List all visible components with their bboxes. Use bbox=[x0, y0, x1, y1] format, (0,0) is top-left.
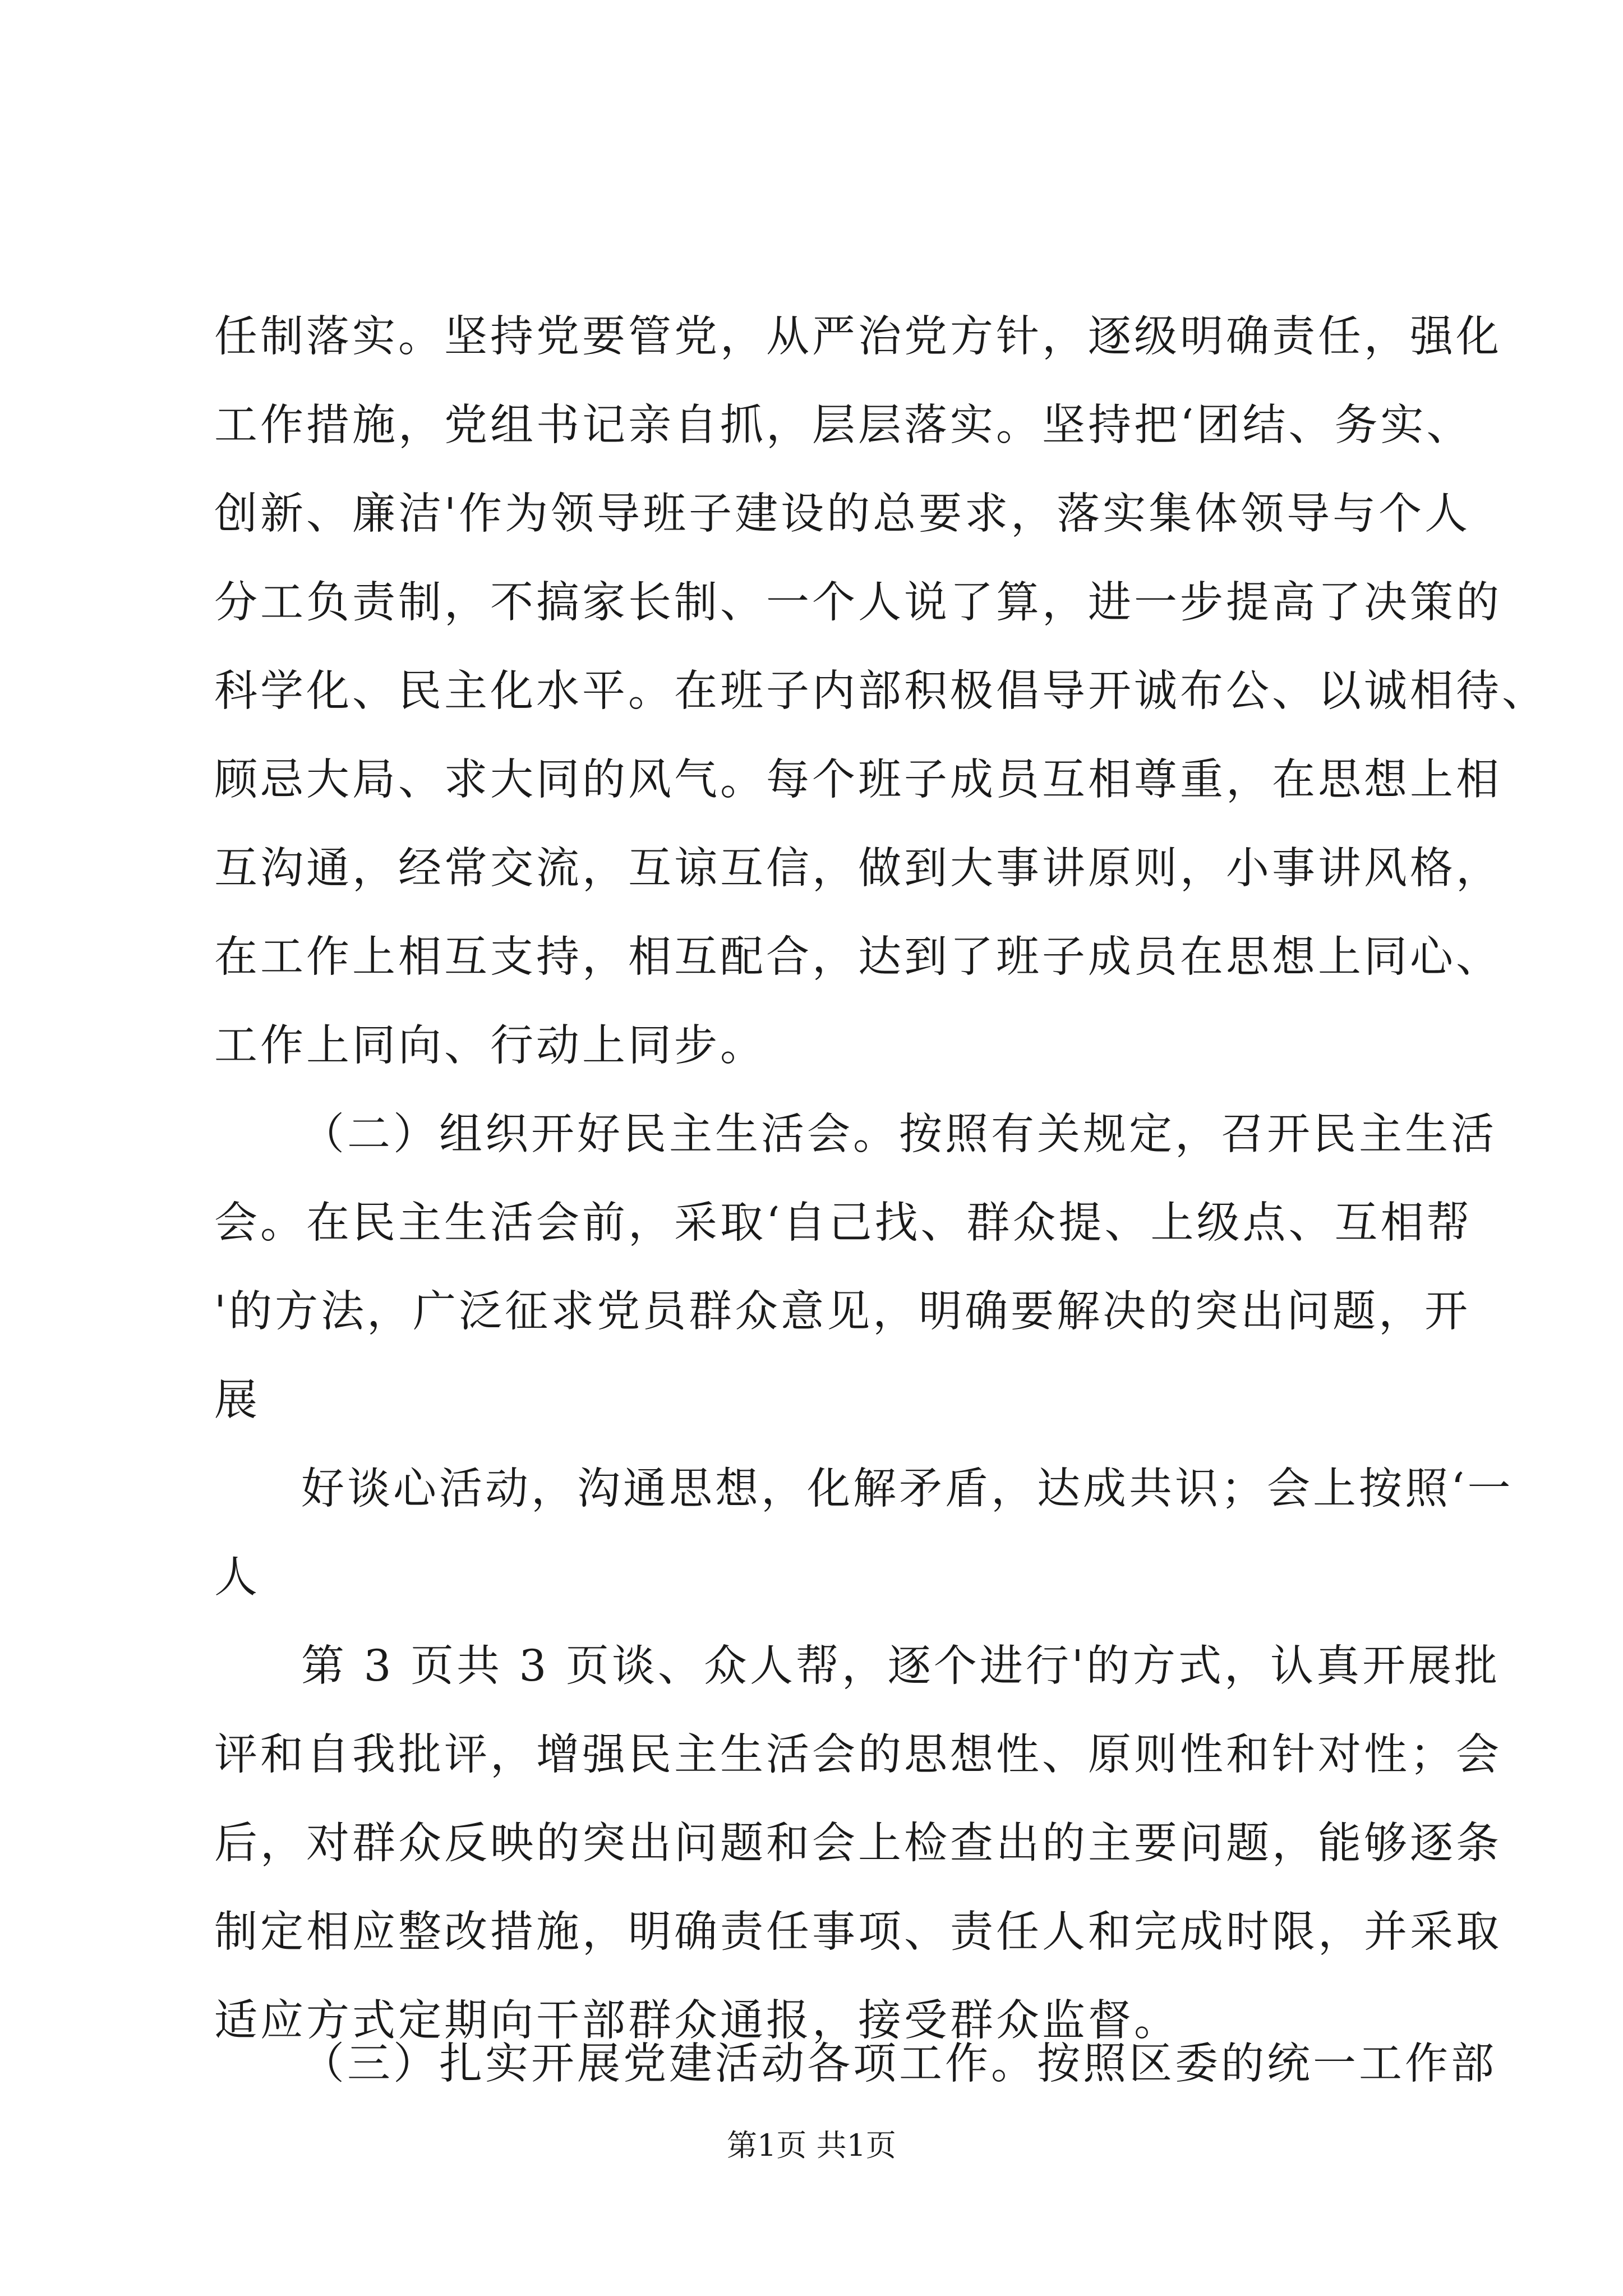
text-line: 工作措施，党组书记亲自抓，层层落实。坚持把‘团结、务实、 bbox=[214, 401, 1473, 450]
page-footer: 第1页 共1页 bbox=[727, 2128, 896, 2163]
text-line: 任制落实。坚持党要管党，从严治党方针，逐级明确责任，强化 bbox=[214, 312, 1502, 362]
text-line: 分工负责制，不搞家长制、一个人说了算，进一步提高了决策的 bbox=[214, 578, 1502, 628]
text-line: 好谈心活动，沟通思想，化解矛盾，达成共识；会上按照‘一 bbox=[301, 1464, 1514, 1514]
text-line: 顾忌大局、求大同的风气。每个班子成员互相尊重，在思想上相 bbox=[214, 755, 1502, 805]
text-line: 第 3 页共 3 页谈、众人帮，逐个进行'的方式，认真开展批 bbox=[301, 1641, 1501, 1691]
text-line: 科学化、民主化水平。在班子内部积极倡导开诚布公、以诚相待、 bbox=[214, 666, 1548, 716]
text-line: 评和自我批评，增强民主生活会的思想性、原则性和针对性；会 bbox=[214, 1730, 1502, 1780]
text-line: 适应方式定期向干部群众通报，接受群众监督。 bbox=[214, 1996, 1180, 2046]
text-line: 会。在民主生活会前，采取‘自己找、群众提、上级点、互相帮 bbox=[214, 1198, 1473, 1248]
text-line: 在工作上相互支持，相互配合，达到了班子成员在思想上同心、 bbox=[214, 932, 1502, 982]
text-line: 人 bbox=[214, 1553, 260, 1603]
text-line: '的方法，广泛征求党员群众意见，明确要解决的突出问题，开 bbox=[214, 1287, 1471, 1337]
text-line: 展 bbox=[214, 1375, 260, 1425]
text-line: （二）组织开好民主生活会。按照有关规定，召开民主生活 bbox=[301, 1110, 1497, 1159]
text-line: 工作上同向、行动上同步。 bbox=[214, 1021, 766, 1071]
text-line: （三）扎实开展党建活动各项工作。按照区委的统一工作部 bbox=[301, 2039, 1497, 2089]
text-line: 制定相应整改措施，明确责任事项、责任人和完成时限，并采取 bbox=[214, 1907, 1502, 1957]
text-line: 互沟通，经常交流，互谅互信，做到大事讲原则，小事讲风格， bbox=[214, 844, 1502, 894]
text-line: 创新、廉洁'作为领导班子建设的总要求，落实集体领导与个人 bbox=[214, 489, 1471, 539]
text-line: 后，对群众反映的突出问题和会上检查出的主要问题，能够逐条 bbox=[214, 1819, 1502, 1869]
